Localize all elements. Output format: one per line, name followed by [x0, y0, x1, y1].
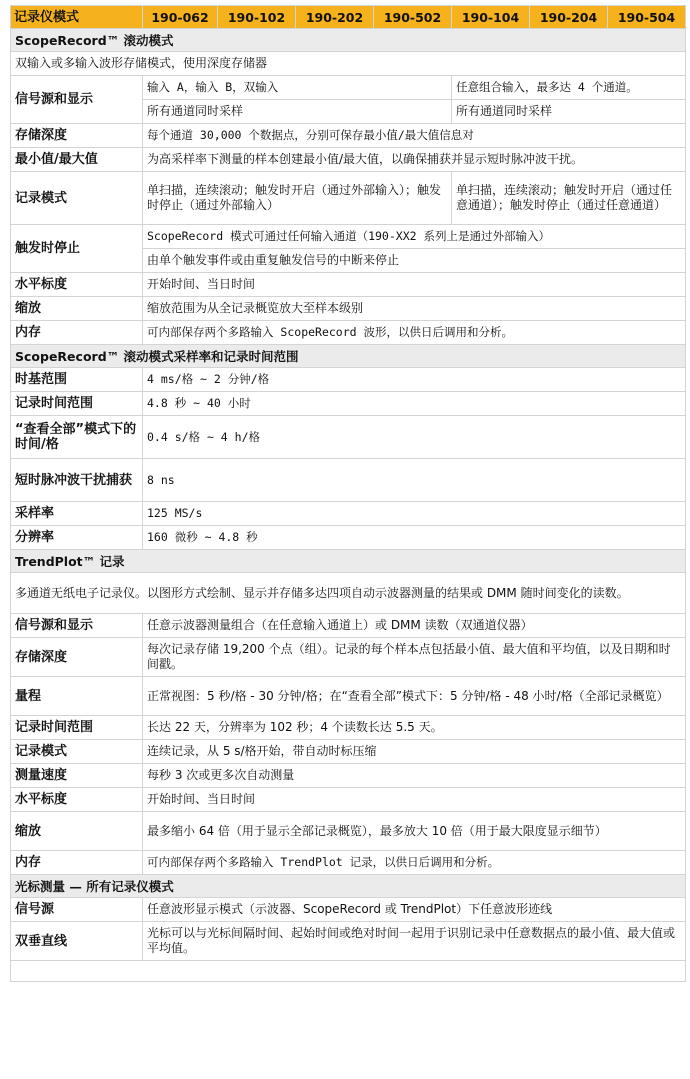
row-value: 为高采样率下测量的样本创建最小值/最大值，以确保捕获并显示短时脉冲波干扰。 — [143, 148, 686, 172]
row-label: 量程 — [11, 677, 143, 716]
row-value: 长达 22 天，分辨率为 102 秒；4 个读数长达 5.5 天。 — [143, 716, 686, 740]
section-description: 双输入或多输入波形存储模式，使用深度存储器 — [11, 52, 686, 76]
row-label: 最小值/最大值 — [11, 148, 143, 172]
row-label: 触发时停止 — [11, 225, 143, 273]
row-value: 任意组合输入，最多达 4 个通道。 — [452, 76, 686, 100]
row-label: 分辨率 — [11, 526, 143, 550]
row-label: 记录模式 — [11, 740, 143, 764]
section-title: TrendPlot™ 记录 — [11, 550, 686, 573]
model-190-104: 190-104 — [452, 6, 530, 29]
row-value: 最多缩小 64 倍（用于显示全部记录概览），最多放大 10 倍（用于最大限度显示细节） — [143, 812, 686, 851]
row-label: 信号源 — [11, 898, 143, 922]
row-value: 光标可以与光标间隔时间、起始时间或绝对时间一起用于识别记录中任意数据点的最小值、最大值或平均值。 — [143, 922, 686, 961]
row-value: 正常视图：5 秒/格 - 30 分钟/格；在“查看全部”模式下：5 分钟/格 - 48 小时/格（全部记录概览） — [143, 677, 686, 716]
row-label: 内存 — [11, 851, 143, 875]
row-label: 双垂直线 — [11, 922, 143, 961]
model-190-062: 190-062 — [143, 6, 218, 29]
row-value: 160 微秒 ~ 4.8 秒 — [143, 526, 686, 550]
model-190-204: 190-204 — [530, 6, 608, 29]
row-value: 8 ns — [143, 459, 686, 502]
spec-table — [10, 5, 686, 982]
model-190-502: 190-502 — [374, 6, 452, 29]
model-190-504: 190-504 — [608, 6, 686, 29]
row-label: 缩放 — [11, 297, 143, 321]
row-value: 缩放范围为从全记录概览放大至样本级别 — [143, 297, 686, 321]
row-label: 存储深度 — [11, 638, 143, 677]
section-title: 光标测量 — 所有记录仪模式 — [11, 875, 686, 898]
row-value: 4.8 秒 ~ 40 小时 — [143, 392, 686, 416]
row-value: 0.4 s/格 ~ 4 h/格 — [143, 416, 686, 459]
row-value: 所有通道同时采样 — [143, 100, 452, 124]
row-label: 内存 — [11, 321, 143, 345]
row-value: 输入 A，输入 B，双输入 — [143, 76, 452, 100]
row-label: 记录时间范围 — [11, 716, 143, 740]
row-value: 任意波形显示模式（示波器、ScopeRecord 或 TrendPlot）下任意波形迹线 — [143, 898, 686, 922]
row-value: 开始时间、当日时间 — [143, 273, 686, 297]
row-label: 存储深度 — [11, 124, 143, 148]
row-label: 水平标度 — [11, 273, 143, 297]
section-cursor — [11, 875, 686, 898]
model-190-102: 190-102 — [218, 6, 296, 29]
row-value: 每次记录存储 19,200 个点（组）。记录的每个样本点包括最小值、最大值和平均值，以及日期和时间戳。 — [143, 638, 686, 677]
row-value: 可内部保存两个多路输入 TrendPlot 记录，以供日后调用和分析。 — [143, 851, 686, 875]
row-value: 所有通道同时采样 — [452, 100, 686, 124]
row-value: 单扫描，连续滚动；触发时开启（通过任意通道）；触发时停止（通过任意通道） — [452, 172, 686, 225]
row-label: 时基范围 — [11, 368, 143, 392]
section-title: ScopeRecord™ 滚动模式 — [11, 29, 686, 52]
row-value: 每秒 3 次或更多次自动测量 — [143, 764, 686, 788]
row-label: 信号源和显示 — [11, 614, 143, 638]
row-value: 4 ms/格 ~ 2 分钟/格 — [143, 368, 686, 392]
section-scoperecord-rates — [11, 345, 686, 368]
row-value: 可内部保存两个多路输入 ScopeRecord 波形，以供日后调用和分析。 — [143, 321, 686, 345]
blank-row — [11, 961, 686, 982]
row-value: 连续记录，从 5 s/格开始，带自动时标压缩 — [143, 740, 686, 764]
row-label: 短时脉冲波干扰捕获 — [11, 459, 143, 502]
model-190-202: 190-202 — [296, 6, 374, 29]
row-value: 开始时间、当日时间 — [143, 788, 686, 812]
section-trendplot — [11, 550, 686, 573]
row-value: ScopeRecord 模式可通过任何输入通道（190-XX2 系列上是通过外部输入） — [143, 225, 686, 249]
row-label: 测量速度 — [11, 764, 143, 788]
section-scoperecord — [11, 29, 686, 52]
row-value: 单扫描，连续滚动；触发时开启（通过外部输入）；触发时停止（通过外部输入） — [143, 172, 452, 225]
row-label: 水平标度 — [11, 788, 143, 812]
header-label: 记录仪模式 — [11, 6, 143, 29]
row-value: 每个通道 30,000 个数据点，分别可保存最小值/最大值信息对 — [143, 124, 686, 148]
row-label: 信号源和显示 — [11, 76, 143, 124]
row-value: 由单个触发事件或由重复触发信号的中断来停止 — [143, 249, 686, 273]
row-value: 任意示波器测量组合（在任意输入通道上）或 DMM 读数（双通道仪器） — [143, 614, 686, 638]
row-label: “查看全部”模式下的时间/格 — [11, 416, 143, 459]
row-value: 125 MS/s — [143, 502, 686, 526]
row-label: 记录时间范围 — [11, 392, 143, 416]
section-title: ScopeRecord™ 滚动模式采样率和记录时间范围 — [11, 345, 686, 368]
row-label: 采样率 — [11, 502, 143, 526]
row-label: 缩放 — [11, 812, 143, 851]
row-label: 记录模式 — [11, 172, 143, 225]
section-description: 多通道无纸电子记录仪。以图形方式绘制、显示并存储多达四项自动示波器测量的结果或 DMM 随时间变化的读数。 — [11, 573, 686, 614]
header-row — [11, 6, 686, 29]
